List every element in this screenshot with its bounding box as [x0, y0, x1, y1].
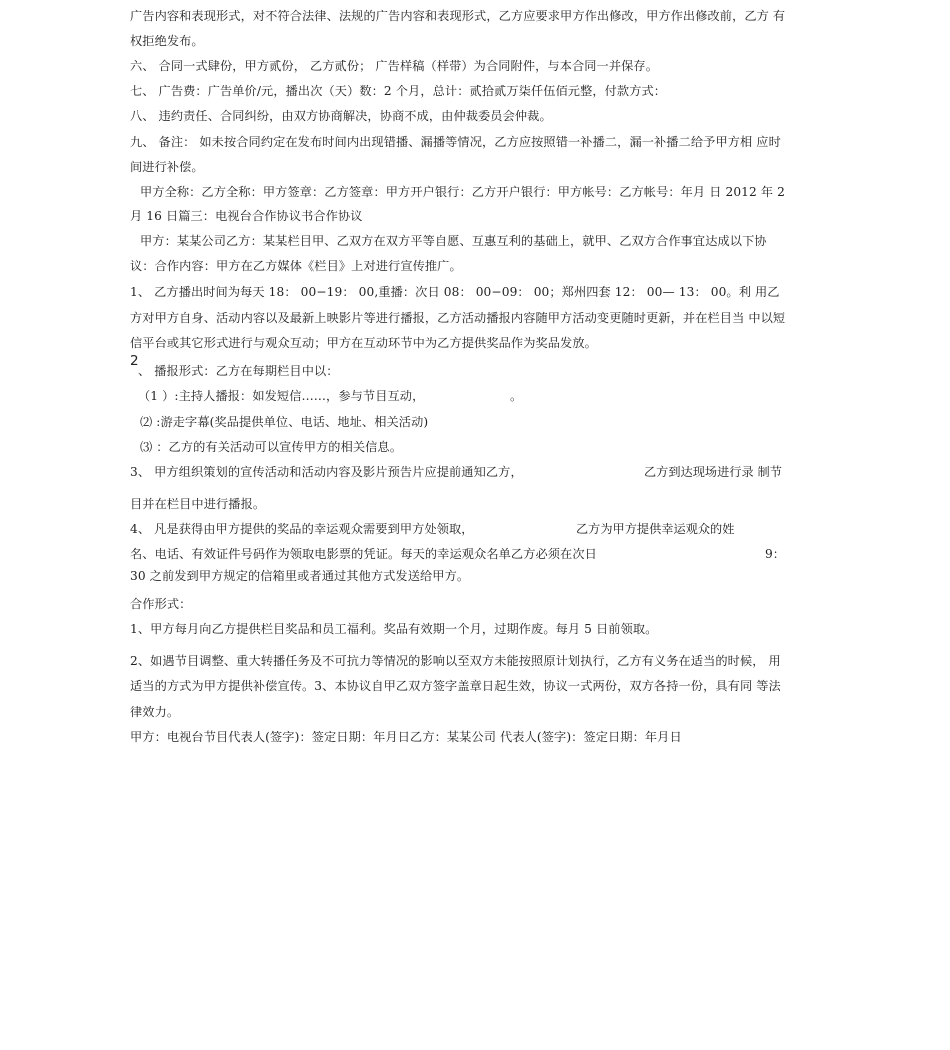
- text-line: 名、电话、有效证件号码作为领取电影票的凭证。每天的幸运观众名单乙方必须在次日: [130, 547, 597, 561]
- item-4-right: 乙方为甲方提供幸运观众的姓: [576, 522, 735, 536]
- cooperation-form-heading: 合作形式：: [130, 597, 192, 611]
- form-item-2: 2、如遇节目调整、重大转播任务及不可抗力等情况的影响以至双方未能按照原计划执行，乙方有义务在适当的时候， 用: [130, 654, 781, 668]
- text-line: 适当的方式为甲方提供补偿宣传。3、本协议自甲乙双方签字盖章日起生效，协议一式两份，双方各持一份，具有同 等法: [130, 679, 781, 693]
- signature-line: 甲方：电视台节目代表人(签字)：签定日期：年月日乙方：某某公司 代表人(签字)：签定日期：年月日: [130, 730, 682, 744]
- clause-nine: 九、 备注： 如未按合同约定在发布时间内出现错播、漏播等情况，乙方应按照错一补播二，漏一补播二给予甲方相 应时: [130, 135, 781, 149]
- time-fragment: 9：: [765, 547, 785, 561]
- text-line: 广告内容和表现形式，对不符合法律、法规的广告内容和表现形式，乙方应要求甲方作出修改，甲方作出修改前，乙方 有: [130, 9, 786, 23]
- item-3: 3、 甲方组织策划的宣传活动和活动内容及影片预告片应提前通知乙方，: [130, 465, 523, 479]
- text-line: 权拒绝发布。: [130, 34, 204, 48]
- item-3-right: 乙方到达现场进行录 制节: [644, 465, 782, 479]
- clause-six: 六、 合同一式肆份，甲方贰份， 乙方贰份； 广告样稿（样带）为合同附件，与本合同一并保存。: [130, 59, 658, 73]
- clause-seven: 七、 广告费：广告单价/元，播出次（天）数：2 个月，总计：贰拾贰万柒仟伍佰元整，付款方式：: [130, 84, 667, 98]
- text-line: 目并在栏目中进行播报。: [130, 497, 266, 511]
- text-line: 方对甲方自身、活动内容以及最新上映影片等进行播报，乙方活动播报内容随甲方活动变更随时更新，并在栏目当 中以短: [130, 311, 786, 325]
- item-4: 4、 凡是获得由甲方提供的奖品的幸运观众需要到甲方处领取，: [130, 522, 474, 536]
- cooperation-content: 议：合作内容：甲方在乙方媒体《栏目》上对进行宣传推广。: [130, 259, 462, 273]
- sub-item-2: ⑵ :游走字幕(奖品提供单位、电话、地址、相关活动): [140, 415, 429, 429]
- item-2-number: 2: [130, 353, 139, 369]
- sub-item-1-end: 。: [510, 389, 523, 403]
- clause-eight: 八、 违约责任、合同纠纷，由双方协商解决，协商不成，由仲裁委员会仲裁。: [130, 109, 552, 123]
- item-1: 1、 乙方播出时间为每天 18： 00−19： 00,重播：次日 08： 00−09： 00；郑州四套 12： 00— 13： 00。利 用乙: [130, 285, 780, 299]
- text-line: 律效力。: [130, 705, 180, 719]
- text-line: 30 之前发到甲方规定的信箱里或者通过其他方式发送给甲方。: [130, 569, 470, 583]
- signature-fields: 甲方全称：乙方全称：甲方签章：乙方签章：甲方开户银行：乙方开户银行：甲方帐号：乙方帐号：年月 日 2012 年 2: [140, 185, 785, 199]
- parties-line: 甲方：某某公司乙方：某某栏目甲、乙双方在双方平等自愿、互惠互利的基础上，就甲、乙双方合作事宜达成以下协: [140, 234, 767, 248]
- form-item-1: 1、甲方每月向乙方提供栏目奖品和员工福利。奖品有效期一个月，过期作废。每月 5 日前领取。: [130, 622, 658, 636]
- section-title: 月 16 日篇三：电视台合作协议书合作协议: [130, 209, 363, 223]
- sub-item-1: （1 ）:主持人播报：如发短信……，参与节目互动，: [138, 389, 425, 403]
- item-2: 、 播报形式：乙方在每期栏目中以：: [138, 364, 339, 378]
- text-line: 间进行补偿。: [130, 160, 204, 174]
- sub-item-3: ⑶ ：乙方的有关活动可以宣传甲方的相关信息。: [140, 440, 403, 454]
- text-line: 信平台或其它形式进行与观众互动；甲方在互动环节中为乙方提供奖品作为奖品发放。: [130, 336, 597, 350]
